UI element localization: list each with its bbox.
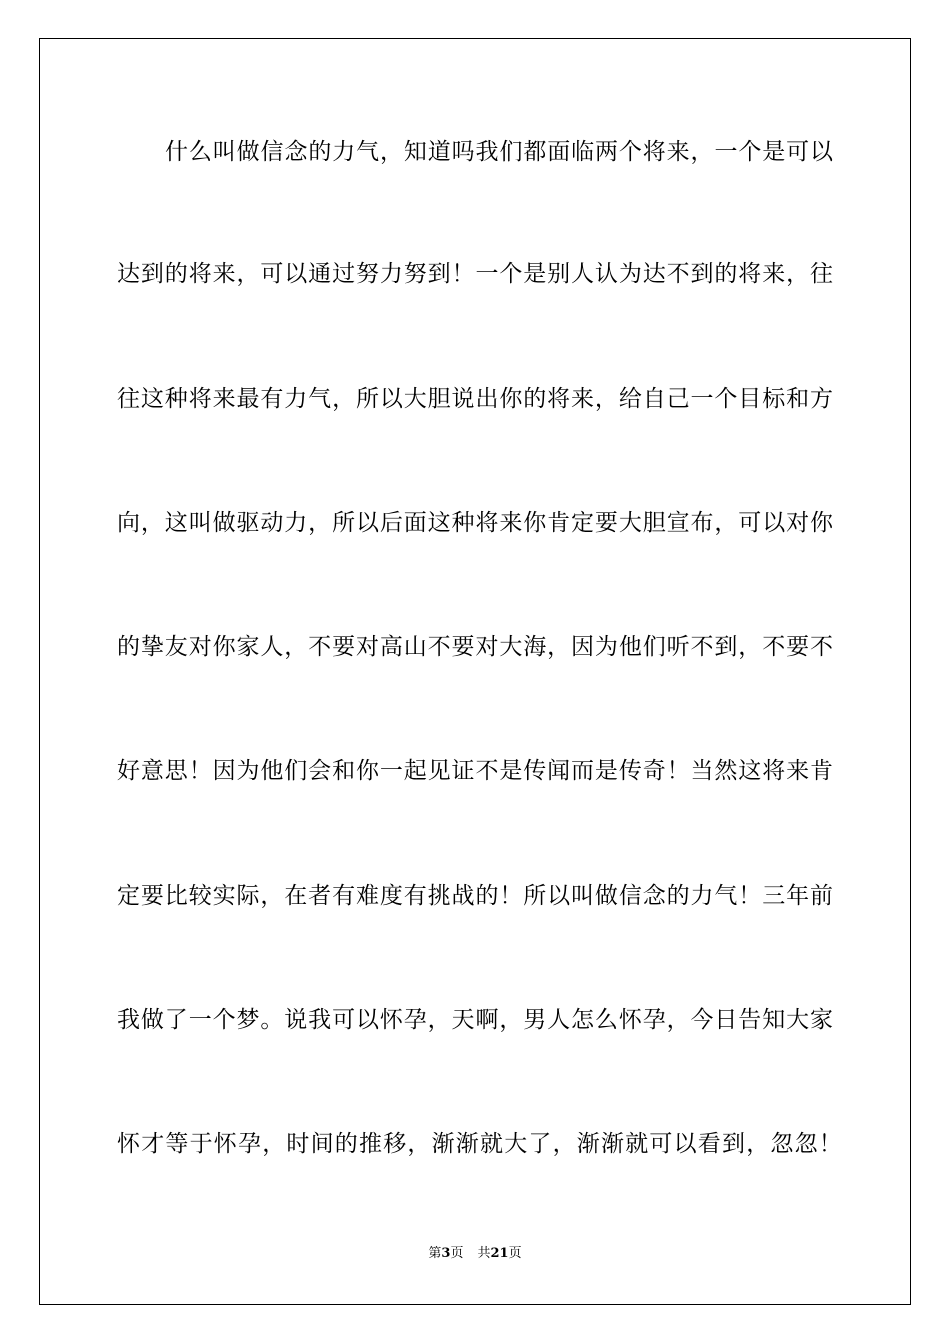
paragraph-line-7: 定要比较实际，在者有难度有挑战的！所以叫做信念的力气！三年前 — [117, 883, 833, 909]
paragraph-line-6: 好意思！因为他们会和你一起见证不是传闻而是传奇！当然这将来肯 — [117, 758, 833, 784]
page-footer — [0, 1244, 950, 1264]
total-pages: 21 — [490, 1246, 509, 1261]
page-suffix: 页 — [450, 1246, 464, 1261]
paragraph-line-2: 达到的将来，可以通过努力努到！一个是别人认为达不到的将来，往 — [117, 261, 833, 287]
paragraph-line-5: 的挚友对你家人，不要对高山不要对大海，因为他们听不到，不要不 — [117, 634, 833, 660]
paragraph-line-8: 我做了一个梦。说我可以怀孕，天啊，男人怎么怀孕，今日告知大家 — [117, 1007, 833, 1033]
paragraph-line-4: 向，这叫做驱动力，所以后面这种将来你肯定要大胆宣布，可以对你 — [117, 510, 833, 536]
paragraph-line-9: 怀才等于怀孕，时间的推移，渐渐就大了，渐渐就可以看到，忽忽！ — [117, 1131, 843, 1157]
page-number: 3 — [441, 1246, 451, 1261]
paragraph-line-3: 往这种将来最有力气，所以大胆说出你的将来，给自己一个目标和方 — [117, 386, 833, 412]
total-prefix: 共 — [477, 1246, 491, 1261]
paragraph-line-1: 什么叫做信念的力气，知道吗我们都面临两个将来，一个是可以 — [165, 139, 833, 165]
page-prefix: 第 — [428, 1246, 442, 1261]
page-border — [39, 38, 911, 1305]
total-suffix: 页 — [508, 1246, 522, 1261]
